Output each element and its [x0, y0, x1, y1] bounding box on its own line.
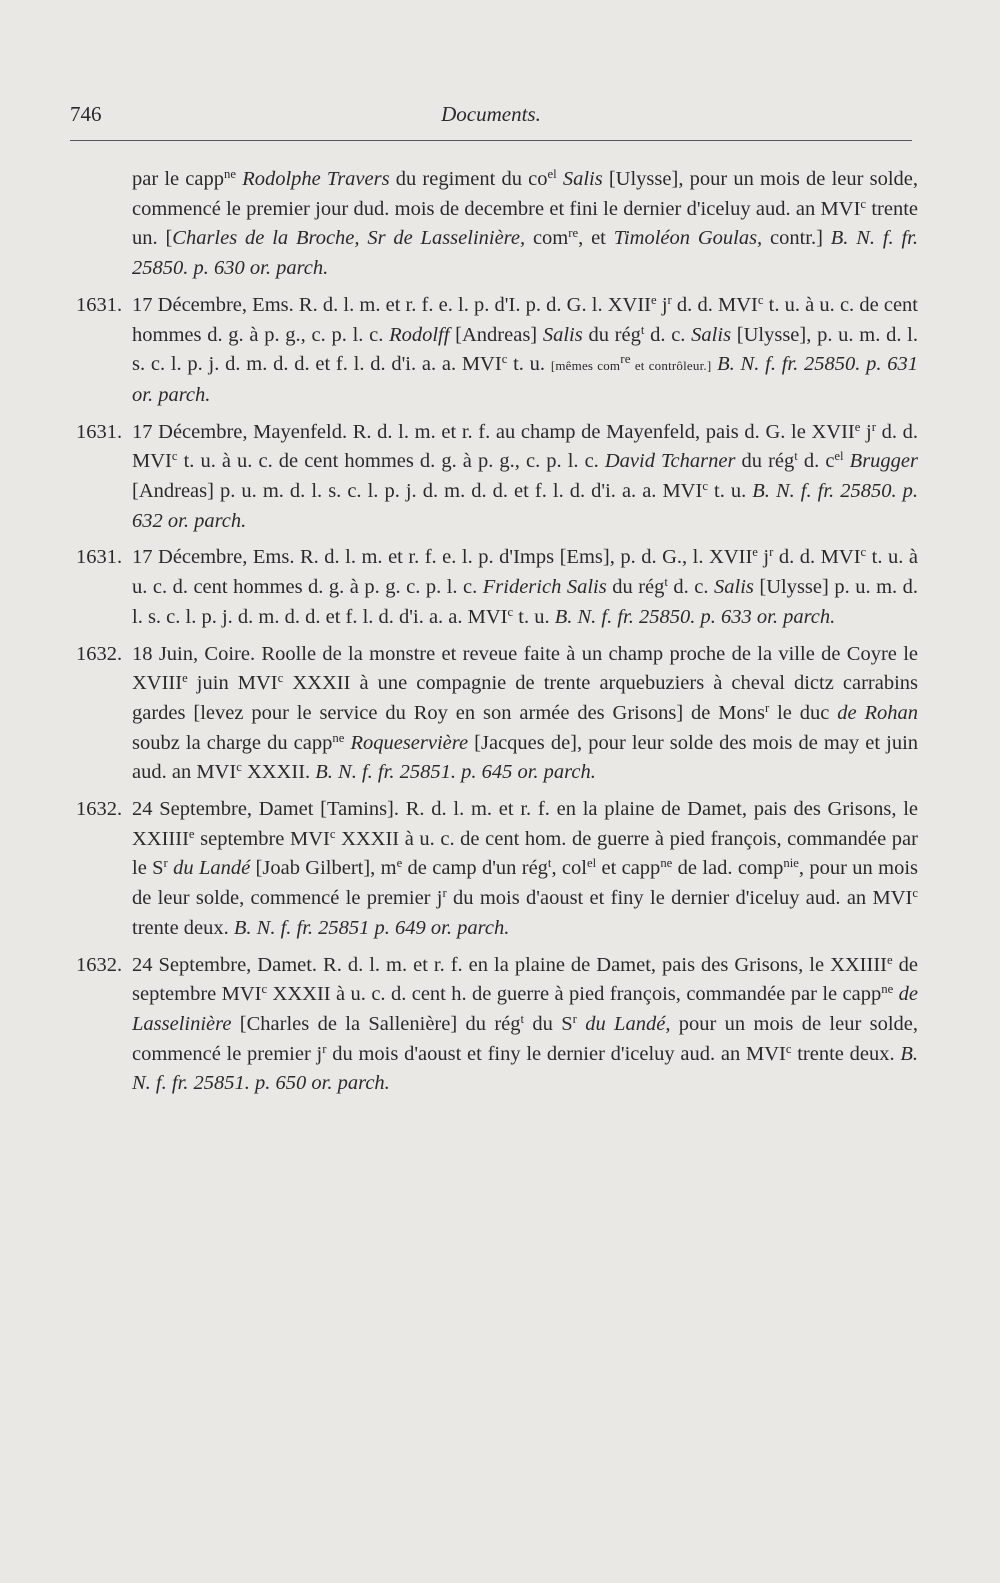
entry-1632-damet-tamins: 1632. 24 Septembre, Damet [Tamins]. R. d. l. m. et r. f. en la plaine de Damet, pais des Grisons, le XXIIIIe septembre MVI$^c$ XXXII à u. c. de cent hom. de guerre à pied françois, commandée par le $S^r$ du Landé [Joab Gilbert], $m^e$ de camp d'un rég$^t$, col$^{el}$ et capp$^{ne}$ de lad. comp$^{nie}$, pour un mois de leur solde, commencé le premier $j^r$ du mois d'aoust et finy le dernier d'iceluy aud. an MVI$^c$ trente deux. B. N. f. fr. 25851 p. 649 or. parch. [76, 798, 918, 939]
entry-1632-coire: 1632. 18 Juin, Coire. Roolle de la monstre et reveue faite à un champ proche de la ville de Coyre le XVIIIe juin MVI$^c$ XXXII à une compagnie de trente arquebuziers à cheval dictz carrabins gardes [levez pour le service du Roy en son armée des Grisons] de Mons$^r$ le duc de Rohan soubz la charge du capp$^{ne}$ Roqueservière [Jacques de], pour leur solde des mois de may et juin aud. an MVI$^c$ XXXII. B. N. f. fr. 25851. p. 645 or. parch. [76, 642, 919, 784]
page-header [70, 102, 912, 134]
header-rule [70, 140, 912, 141]
entry-1632-damet: 1632. 24 Septembre, Damet. R. d. l. m. et r. f. en la plaine de Damet, pais des Grisons, le XXIIIIe de septembre MVI$^c$ XXXII à u. c. d. cent h. de guerre à pied françois, commandée par le capp$^{ne}$ de Lasselinière [Charles de la Sallenière] du rég$^t$ du $S^r$ du Landé, pour un mois de leur solde, commencé le premier $j^r$ du mois d'aoust et finy le dernier d'iceluy aud. an MVI$^c$ trente deux. B. N. f. fr. 25851. p. 650 or. parch. [76, 952, 919, 1095]
page-number: 746 [70, 102, 102, 126]
running-head: Documents. [441, 102, 541, 126]
entry-continuation: par le capp$^{ne}$ Rodolphe Travers du regiment du $co^{el}$ Salis [Ulysse], pour un mois de leur solde, commencé le premier jour dud. mois de decembre et fini le dernier d'iceluy aud. an MVI$^c$ trente un. [Charles de la Broche, Sr de Lasselinière, com$^{re}$, et Timoléon Goulas, contr.] B. N. f. fr. 25850. p. 630 or. parch. [132, 167, 919, 280]
document-body [76, 165, 918, 1106]
entry-1631-ems: 1631. 17 Décembre, Ems. R. d. l. m. et r. f. e. l. p. d'I. p. d. G. l. XVIIe $j^r$ d. d. MVI$^c$ t. u. à u. c. de cent hommes d. g. à p. g., c. p. l. c. Rodolff [Andreas] Salis du rég$^t$ d. c. Salis [Ulysse], p. u. m. d. l. s. c. l. p. j. d. m. d. d. et f. l. d. d'i. a. a. MVI$^c$ t. u. [mêmes com$^{re}$ et contrôleur.] B. N. f. fr. 25850. p. 631 or. parch. [76, 292, 919, 406]
entry-1631-mayenfeld: 1631. 17 Décembre, Mayenfeld. R. d. l. m. et r. f. au champ de Mayenfeld, pais d. G. le XVIIe $j^r$ d. d. MVI$^c$ t. u. à u. c. de cent hommes d. g. à p. g., c. p. l. c. David Tcharner du rég$^t$ d. $c^{el}$ Brugger [Andreas] p. u. m. d. l. s. c. l. p. j. d. m. d. d. et f. l. d. d'i. a. a. MVI$^c$ t. u. B. N. f. fr. 25850. p. 632 or. parch. [76, 419, 919, 532]
entry-1631-ems-imps: 1631. 17 Décembre, Ems. R. d. l. m. et r. f. e. l. p. d'Imps [Ems], p. d. G., l. XVIIe $j^r$ d. d. MVI$^c$ t. u. à u. c. d. cent hommes d. g. à p. g. c. p. l. c. Friderich Salis du rég$^t$ d. c. Salis [Ulysse] p. u. m. d. l. s. c. l. p. j. d. m. d. d. et f. l. d. d'i. a. a. MVI$^c$ t. u. B. N. f. fr. 25850. p. 633 or. parch. [76, 545, 919, 628]
